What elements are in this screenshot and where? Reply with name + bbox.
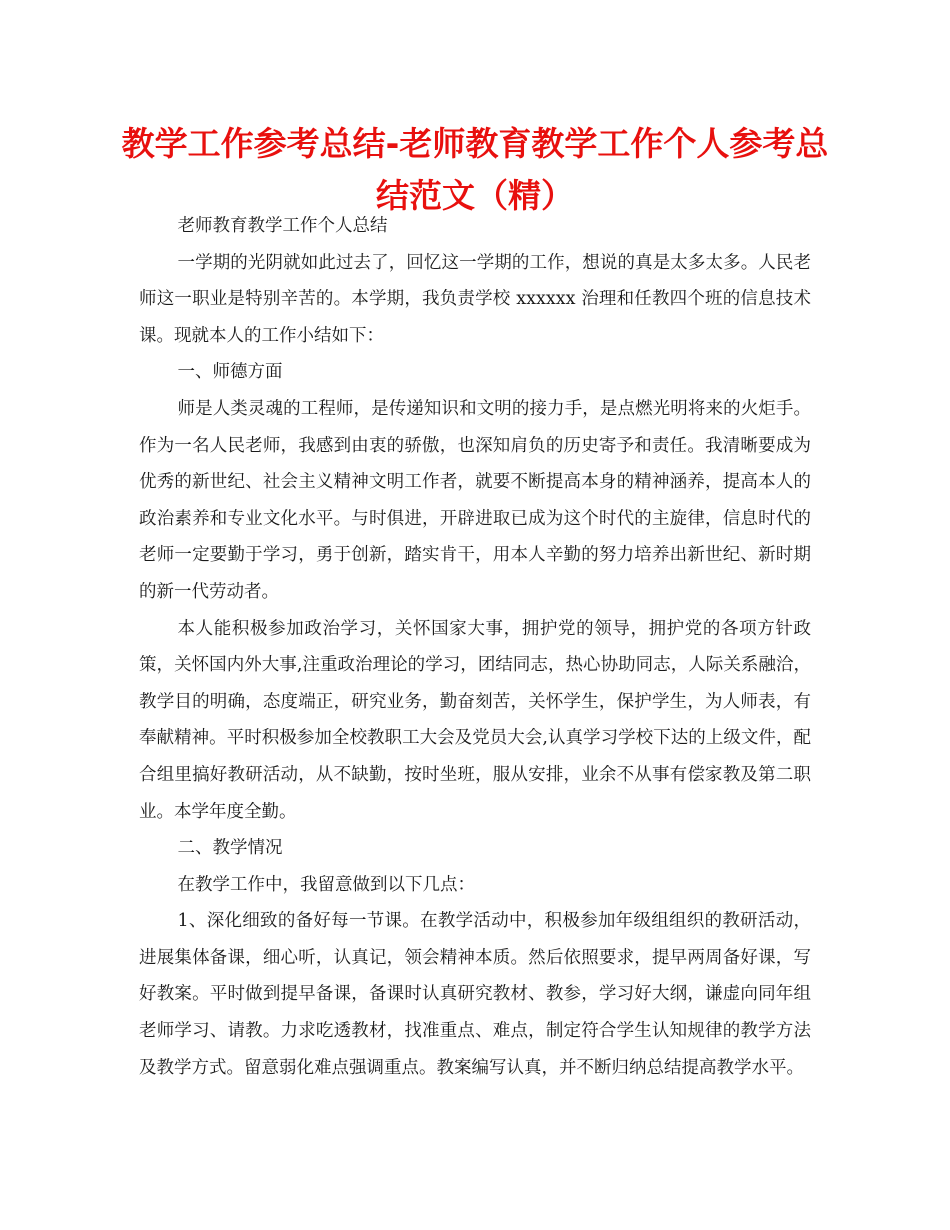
paragraph-ethics-2: 本人能积极参加政治学习，关怀国家大事，拥护党的领导，拥护党的各项方针政策，关怀国内外大事,注重政治理论的学习，团结同志，热心协助同志，人际关系融洽，教学目的明确，态度端正，研究业务，勤奋刻苦，关怀学生，保护学生，为人师表，有奉献精神。平时积极参加全校教职工大会及党员大会,认真学习学校下达的上级文件，配合组里搞好教研活动，从不缺勤，按时坐班，服从安排，业余不从事有偿家教及第二职业。本学年度全勤。 [139, 618, 811, 822]
paragraph-teaching-intro: 在教学工作中，我留意做到以下几点： [177, 874, 475, 895]
paragraph-ethics-1: 师是人类灵魂的工程师，是传递知识和文明的接力手，是点燃光明将来的火炬手。作为一名人民老师，我感到由衷的骄傲，也深知肩负的历史寄予和责任。我清晰要成为优秀的新世纪、社会主义精神文明工作者，就要不断提高本身的精神涵养，提高本人的政治素养和专业文化水平。与时俱进，开辟进取已成为这个时代的主旋律，信息时代的老师一定要勤于学习，勇于创新，踏实肯干，用本人辛勤的努力培养出新世纪、新时期的新一代劳动者。 [139, 398, 811, 602]
paragraph-intro: 一学期的光阴就如此过去了，回忆这一学期的工作，想说的真是太多太多。人民老师这一职业是特别辛苦的。本学期，我负责学校 xxxxxx 治理和任教四个班的信息技术课。现就本人的工作小结如下： [139, 252, 811, 346]
section-heading-teaching: 二、教学情况 [177, 838, 283, 859]
section-heading-ethics: 一、师德方面 [177, 362, 283, 383]
paragraph-subtitle: 老师教育教学工作个人总结 [177, 216, 388, 236]
paragraph-teaching-1: 1、深化细致的备好每一节课。在教学活动中，积极参加年级组组织的教研活动，进展集体备课，细心听，认真记，领会精神本质。然后依照要求，提早两周备好课，写好教案。平时做到提早备课，备课时认真研究教材、教参，学习好大纲，谦虚向同年组老师学习、请教。力求吃透教材，找准重点、难点，制定符合学生认知规律的教学方法及教学方式。留意弱化难点强调重点。教案编写认真，并不断归纳总结提高教学水平。 [139, 911, 811, 1078]
document-title: 教学工作参考总结-老师教育教学工作个人参考总结范文（精） [121, 124, 829, 215]
document-body [139, 208, 811, 1086]
